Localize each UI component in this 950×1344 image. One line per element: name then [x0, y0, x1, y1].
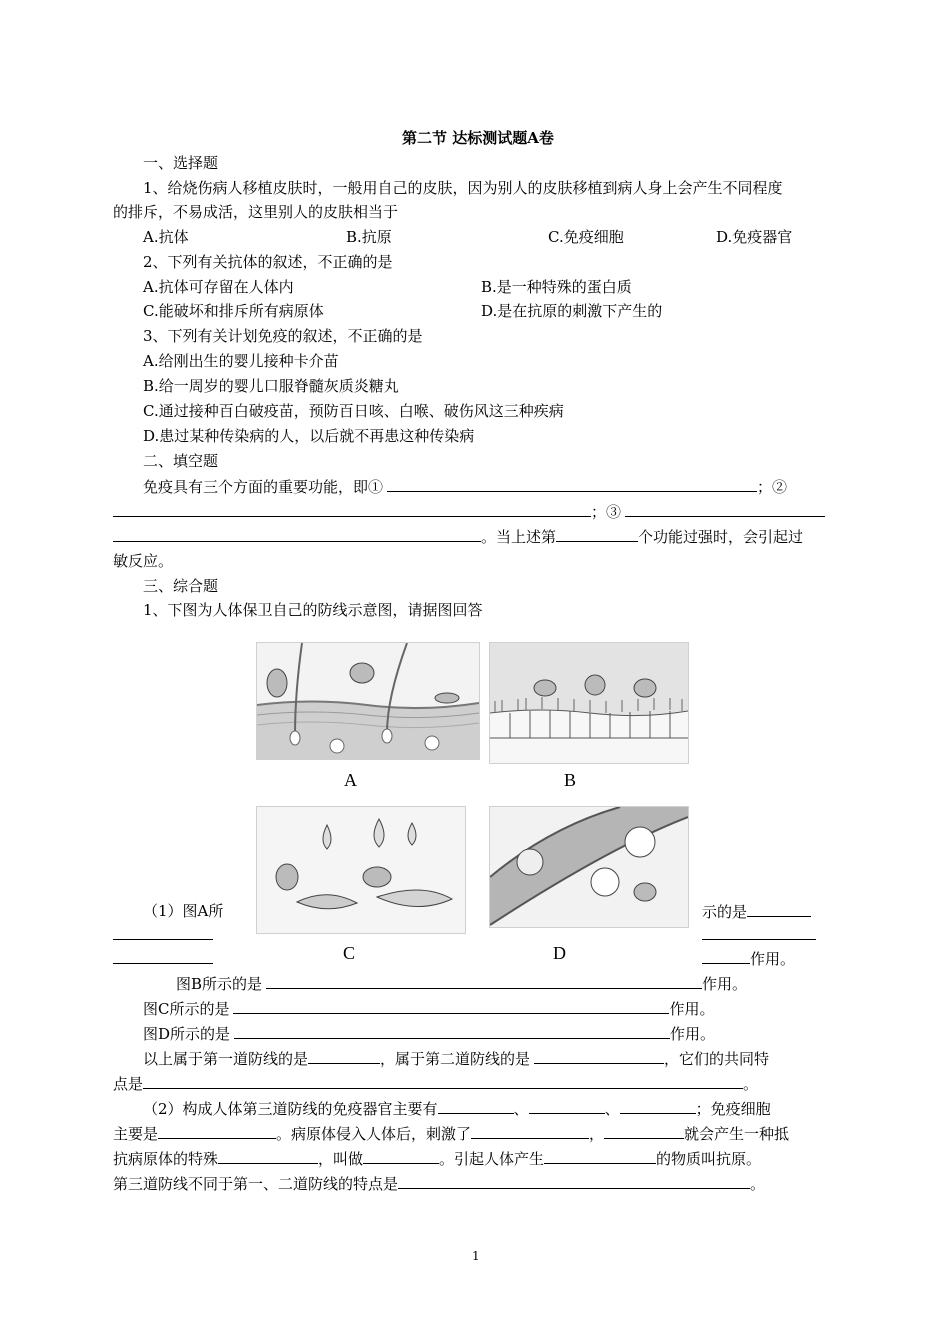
- fill-text: ；②: [757, 478, 788, 496]
- part1-end: [702, 948, 795, 969]
- page-number: 1: [472, 1249, 480, 1263]
- fill-line-4: 敏反应。: [113, 552, 174, 570]
- fill-text: 。引起人体产生: [439, 1150, 545, 1168]
- fill-text: 作用。: [750, 950, 796, 968]
- answer-blank[interactable]: [266, 973, 702, 989]
- page-title: 第二节 达标测试题A卷: [402, 129, 554, 147]
- fill-text: ；免疫细胞: [695, 1100, 771, 1118]
- q1-option-b: B.抗原: [346, 228, 392, 246]
- fill-text: 点是: [113, 1075, 144, 1093]
- answer-blank[interactable]: [702, 924, 816, 940]
- fill-text: 免疫具有三个方面的重要功能，即①: [143, 478, 384, 496]
- figure-a-skin-barrier: [256, 642, 480, 760]
- q1-option-c: C.免疫细胞: [548, 228, 624, 246]
- fill-text: 的物质叫抗原。: [656, 1150, 762, 1168]
- common-feature-answer: [113, 1073, 758, 1094]
- answer-blank[interactable]: [398, 1173, 750, 1189]
- q1-stem-line2: 的排斥，不易成活，这里别人的皮肤相当于: [113, 203, 399, 221]
- answer-blank[interactable]: [113, 924, 213, 940]
- part2-line3: [113, 1148, 761, 1169]
- answer-blank[interactable]: [556, 526, 638, 542]
- figure-b-label: B: [564, 770, 577, 790]
- fill-text: 图D所示的是: [143, 1025, 231, 1043]
- defense-lines-answer: [143, 1048, 769, 1069]
- fill-text: ，: [589, 1125, 605, 1143]
- fill-text: 以上属于第一道防线的是: [143, 1050, 309, 1068]
- fill-text: 、: [513, 1100, 529, 1118]
- fill-text: （2）构成人体第三道防线的免疫器官主要有: [143, 1100, 438, 1118]
- fill-text: 示的是: [702, 903, 748, 921]
- q1-option-d: D.免疫器官: [716, 228, 793, 246]
- fill-text: 。病原体侵入人体后，刺激了: [276, 1125, 472, 1143]
- fill-line-3: [113, 526, 803, 547]
- answer-blank[interactable]: [471, 1123, 589, 1139]
- q4-stem: 1、下图为人体保卫自己的防线示意图，请据图回答: [143, 601, 483, 619]
- section-comprehensive-heading: 三、综合题: [143, 577, 219, 595]
- fill-text: ，属于第二道防线的是: [380, 1050, 531, 1068]
- fill-text: 抗病原体的特殊: [113, 1150, 219, 1168]
- answer-blank[interactable]: [604, 1123, 684, 1139]
- figure-c-label: C: [343, 943, 356, 963]
- q3-option-c: C.通过接种百白破疫苗，预防百日咳、白喉、破伤风这三种疾病: [143, 402, 564, 420]
- fill-text: ，它们的共同特: [664, 1050, 770, 1068]
- figure-d-label: D: [553, 943, 566, 963]
- answer-blank[interactable]: [143, 1073, 743, 1089]
- fill-text: 。当上述第: [481, 528, 557, 546]
- section-fill-heading: 二、填空题: [143, 452, 219, 470]
- figure-c-lysozyme: [256, 806, 466, 934]
- fill-text: 图C所示的是: [143, 1000, 230, 1018]
- fill-text: 主要是: [113, 1125, 159, 1143]
- answer-blank[interactable]: [308, 1048, 380, 1064]
- q3-stem: 3、下列有关计划免疫的叙述，不正确的是: [143, 327, 423, 345]
- answer-blank[interactable]: [438, 1098, 514, 1114]
- q2-option-a: A.抗体可存留在人体内: [143, 278, 294, 296]
- figure-d-answer-line: [143, 1023, 715, 1044]
- answer-blank[interactable]: [113, 501, 591, 517]
- q3-option-d: D.患过某种传染病的人，以后就不再患这种传染病: [143, 427, 475, 445]
- fill-line-1: [143, 476, 787, 497]
- part1-side: [702, 901, 811, 922]
- fill-text: 作用。: [702, 975, 748, 993]
- answer-blank[interactable]: [625, 501, 825, 517]
- answer-blank[interactable]: [534, 1048, 664, 1064]
- answer-blank[interactable]: [747, 901, 811, 917]
- answer-blank[interactable]: [113, 526, 481, 542]
- fill-text: 第三道防线不同于第一、二道防线的特点是: [113, 1175, 399, 1193]
- q2-option-c: C.能破坏和排斥所有病原体: [143, 302, 324, 320]
- part2-line4: [113, 1173, 765, 1194]
- part1-lead: （1）图A所: [143, 902, 224, 920]
- fill-text: ；③: [591, 503, 622, 521]
- q2-option-d: D.是在抗原的刺激下产生的: [481, 302, 663, 320]
- fill-text: 作用。: [669, 1000, 715, 1018]
- answer-blank[interactable]: [620, 1098, 696, 1114]
- q1-option-a: A.抗体: [143, 228, 189, 246]
- answer-blank[interactable]: [387, 476, 757, 492]
- answer-blank[interactable]: [363, 1148, 439, 1164]
- answer-blank[interactable]: [544, 1148, 656, 1164]
- part2-line2: [113, 1123, 789, 1144]
- fill-text: 。: [750, 1175, 766, 1193]
- fill-text: 作用。: [670, 1025, 716, 1043]
- fill-text: 图B所示的是: [176, 975, 263, 993]
- part2-line1: [143, 1098, 771, 1119]
- figure-b-answer-line: [176, 973, 747, 994]
- section-choice-heading: 一、选择题: [143, 154, 219, 172]
- fill-text: 、: [604, 1100, 620, 1118]
- q3-option-a: A.给刚出生的婴儿接种卡介苗: [143, 352, 339, 370]
- q2-option-b: B.是一种特殊的蛋白质: [481, 278, 632, 296]
- answer-blank[interactable]: [158, 1123, 276, 1139]
- q1-stem-line1: 1、给烧伤病人移植皮肤时，一般用自己的皮肤，因为别人的皮肤移植到病人身上会产生不同程度: [143, 179, 783, 197]
- fill-text: ，叫做: [318, 1150, 364, 1168]
- answer-blank[interactable]: [702, 948, 750, 964]
- figure-b-mucous-cilia: [489, 642, 689, 764]
- figure-c-answer-line: [143, 998, 715, 1019]
- answer-blank[interactable]: [529, 1098, 605, 1114]
- q2-stem: 2、下列有关抗体的叙述，不正确的是: [143, 253, 393, 271]
- figure-a-label: A: [344, 770, 357, 790]
- answer-blank[interactable]: [218, 1148, 318, 1164]
- answer-blank[interactable]: [113, 948, 213, 964]
- figure-d-phagocytes: [489, 806, 689, 928]
- fill-text: 就会产生一种抵: [684, 1125, 790, 1143]
- q3-option-b: B.给一周岁的婴儿口服脊髓灰质炎糖丸: [143, 377, 399, 395]
- fill-text: 。: [743, 1075, 759, 1093]
- answer-blank[interactable]: [234, 1023, 670, 1039]
- answer-blank[interactable]: [233, 998, 669, 1014]
- fill-line-2: [113, 501, 825, 522]
- fill-text: 个功能过强时，会引起过: [638, 528, 804, 546]
